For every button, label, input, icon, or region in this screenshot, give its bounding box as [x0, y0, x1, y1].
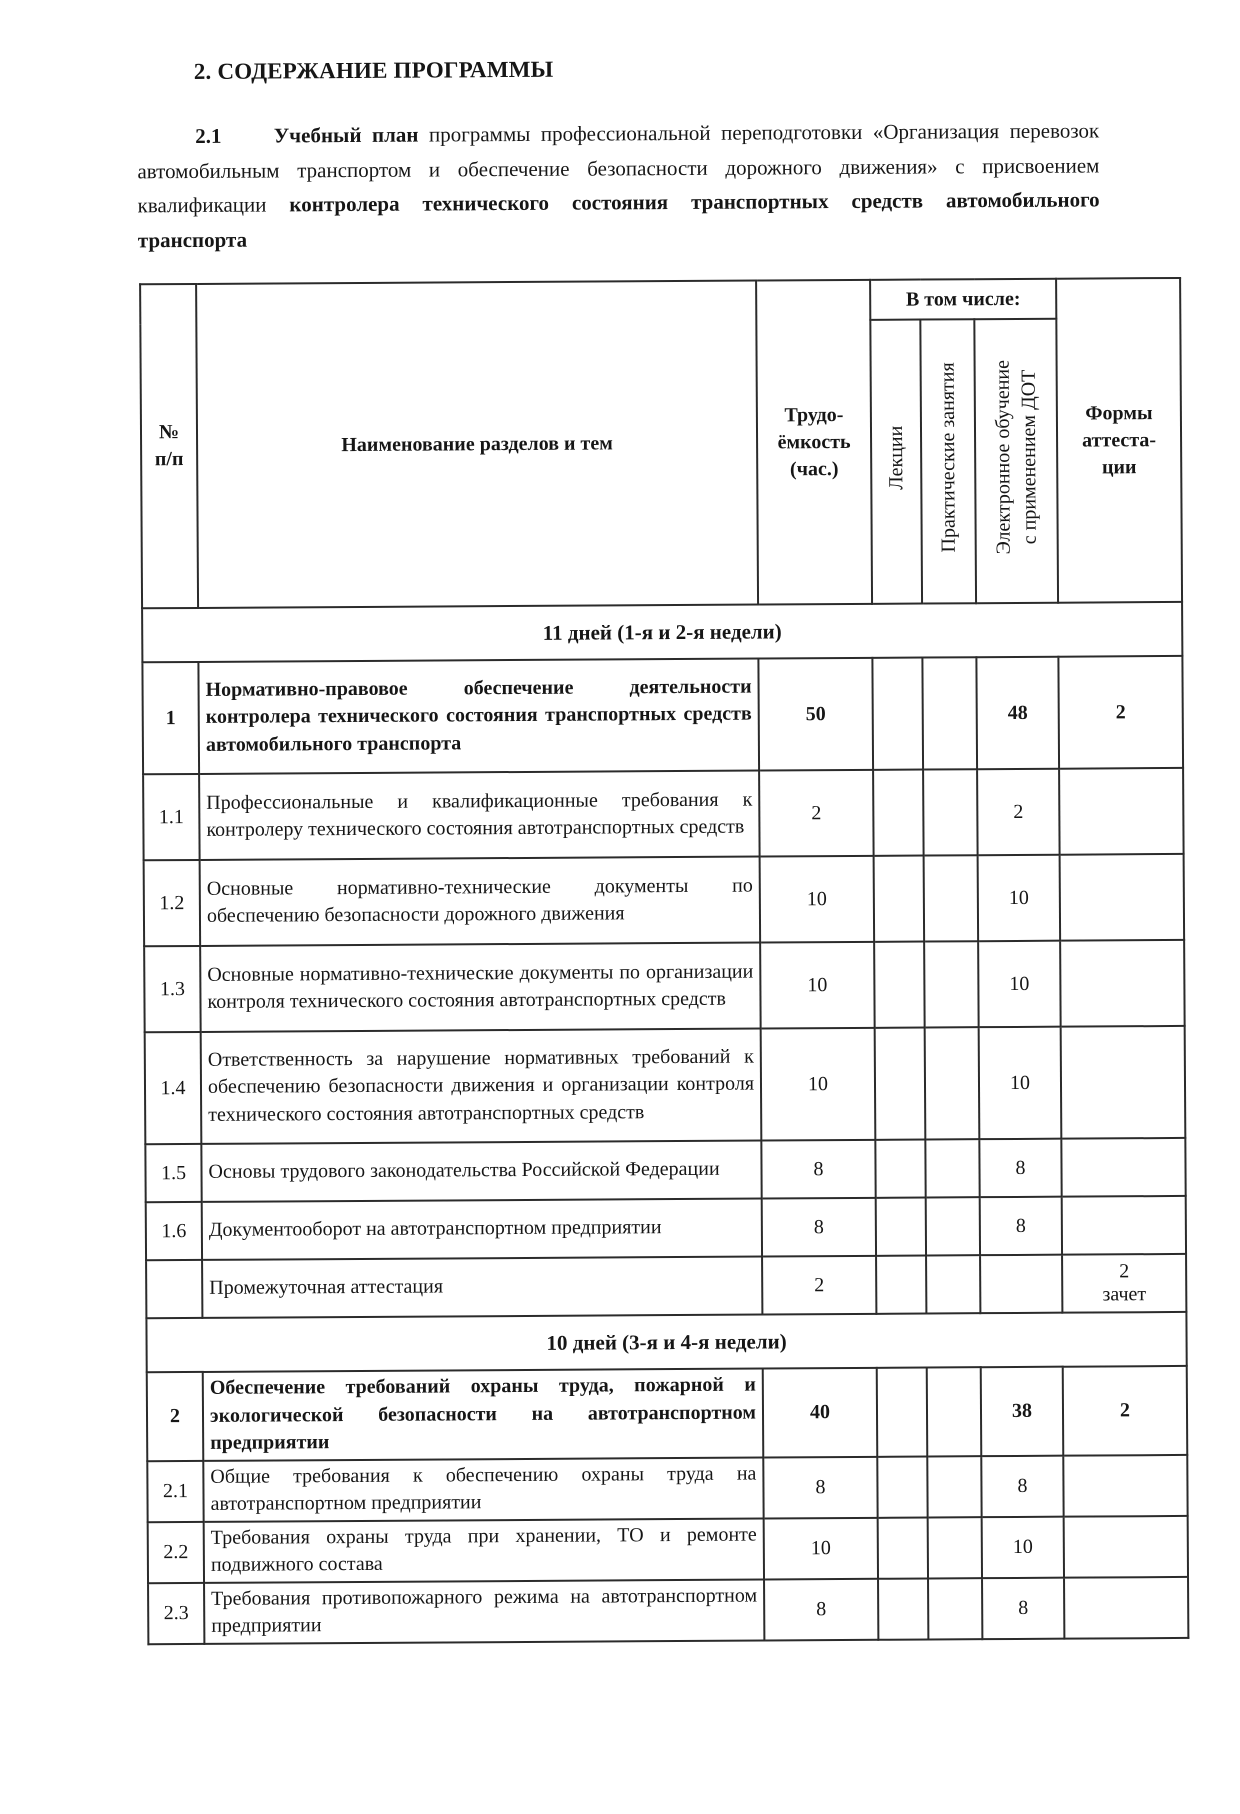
lectures-cell [872, 658, 923, 770]
elearning-cell [980, 1255, 1062, 1313]
curriculum-table [139, 277, 1189, 1645]
row-number: 1.4 [145, 1032, 202, 1144]
table-row [142, 656, 1183, 774]
section-band-label: 11 дней (1-я и 2-я недели) [142, 602, 1182, 662]
elearning-cell: 10 [979, 1027, 1062, 1139]
table-row [147, 1366, 1188, 1461]
row-name: Промежуточная аттестация [202, 1257, 762, 1318]
row-name: Требования противопожарного режима на автотранспортном предприятии [204, 1579, 764, 1643]
row-number: 1.1 [143, 774, 200, 860]
table-row [148, 1515, 1188, 1582]
intro-body-text: программы профессиональной переподготовки «Организация перевозок автомобильным транспортом и обеспечение безопасности дорожного движения» с присвоением квалификации [137, 118, 1100, 218]
attestation-cell [1060, 854, 1185, 941]
table-row [145, 1026, 1186, 1144]
practical-cell [926, 1197, 980, 1255]
intro-bold-tail: контролера технического состояния транспортных средств автомобильного транспорта [137, 187, 1100, 252]
table-row [143, 768, 1184, 860]
row-number: 2.2 [148, 1521, 204, 1582]
row-number: 2.3 [148, 1582, 204, 1643]
table-body [142, 602, 1188, 1644]
row-number: 2.1 [147, 1460, 203, 1521]
workload-cell: 2 [759, 770, 874, 857]
table-row [146, 1254, 1186, 1318]
practical-cell [927, 1367, 982, 1456]
attestation-cell: 2 [1063, 1366, 1188, 1455]
attestation-cell [1060, 940, 1185, 1027]
section-band-row [146, 1312, 1186, 1372]
lectures-cell [877, 1368, 928, 1457]
attestation-cell [1064, 1515, 1188, 1577]
lectures-cell [874, 856, 925, 942]
row-name: Основы трудового законодательства Российской Федерации [201, 1141, 761, 1202]
practical-cell [924, 855, 979, 941]
col-header-number: № п/п [140, 284, 198, 608]
practical-cell [922, 657, 977, 769]
row-number: 1.2 [144, 860, 201, 946]
workload-cell: 8 [764, 1578, 878, 1640]
attestation-cell [1063, 1454, 1187, 1516]
elearning-cell: 8 [980, 1197, 1062, 1255]
table-row [145, 1138, 1185, 1202]
elearning-cell: 38 [981, 1367, 1064, 1456]
attestation-cell: 2 зачет [1062, 1254, 1186, 1313]
table-row [148, 1576, 1188, 1643]
lectures-vertical-label: Лекции [884, 425, 908, 490]
row-name: Основные нормативно-технические документы по организации контроля технического состояния автотранспортных средств [200, 943, 761, 1032]
attestation-cell [1059, 768, 1184, 855]
lectures-cell [876, 1198, 926, 1256]
workload-cell: 10 [760, 942, 875, 1029]
row-number: 1.5 [145, 1144, 201, 1202]
attestation-cell: 2 [1058, 656, 1183, 769]
scanned-page [0, 53, 1240, 1814]
row-number: 2 [147, 1372, 204, 1461]
workload-cell: 2 [762, 1256, 876, 1315]
row-name: Документооборот на автотранспортном предприятии [202, 1199, 762, 1260]
row-name: Обеспечение требований охраны труда, пожарной и экологической безопасности на автотранспортном предприятии [203, 1369, 764, 1461]
col-header-practical [920, 319, 976, 603]
practical-cell [928, 1578, 982, 1639]
row-number: 1 [142, 662, 199, 774]
workload-cell: 10 [764, 1517, 878, 1579]
col-header-attestation: Формы аттеста- ции [1056, 278, 1182, 603]
elearning-cell: 8 [979, 1139, 1061, 1197]
col-header-name: Наименование разделов и тем [196, 281, 758, 608]
attestation-cell [1061, 1138, 1185, 1197]
workload-cell: 10 [761, 1028, 876, 1141]
elearning-cell: 8 [982, 1577, 1064, 1638]
elearning-cell: 48 [976, 657, 1059, 769]
practical-cell [924, 941, 979, 1027]
row-number: 1.3 [144, 946, 201, 1032]
lectures-cell [876, 1256, 926, 1314]
lectures-cell [875, 1028, 926, 1140]
lectures-cell [877, 1456, 927, 1517]
practical-cell [925, 1027, 980, 1139]
table-row [147, 1454, 1187, 1521]
row-name: Общие требования к обеспечению охраны труда на автотранспортном предприятии [203, 1457, 763, 1521]
workload-cell: 8 [763, 1456, 877, 1518]
attestation-cell [1061, 1026, 1186, 1139]
elearning-cell: 10 [978, 855, 1061, 941]
intro-paragraph [137, 113, 1100, 257]
row-name: Профессиональные и квалификационные требования к контролеру технического состояния автотранспортных средств [199, 771, 760, 860]
workload-cell: 10 [760, 856, 875, 943]
practical-cell [923, 769, 978, 855]
col-header-workload: Трудо- ёмкость (час.) [756, 280, 872, 605]
practical-cell [927, 1456, 981, 1517]
practical-cell [928, 1517, 982, 1578]
row-name: Нормативно-правовое обеспечение деятельности контролера технического состояния транспортных средств автомобильного транспорта [198, 659, 759, 774]
col-header-lectures [870, 320, 922, 604]
table-row [144, 854, 1185, 946]
workload-cell: 8 [762, 1198, 876, 1257]
workload-cell: 40 [763, 1368, 878, 1457]
col-header-elearning [974, 319, 1058, 603]
elearning-cell: 8 [981, 1455, 1063, 1516]
lectures-cell [878, 1517, 928, 1578]
practical-cell [925, 1139, 979, 1197]
row-number [146, 1260, 202, 1318]
table-row [144, 940, 1185, 1032]
section-band-row [142, 602, 1182, 662]
row-number: 1.6 [146, 1202, 202, 1260]
table-row [146, 1196, 1186, 1260]
attestation-cell [1064, 1576, 1188, 1638]
col-header-including: В том числе: [870, 279, 1056, 320]
practical-cell [926, 1255, 980, 1313]
elearning-cell: 10 [982, 1516, 1064, 1577]
elearning-cell: 10 [978, 941, 1061, 1027]
attestation-cell [1062, 1196, 1186, 1255]
row-name: Основные нормативно-технические документы по обеспечению безопасности дорожного движения [200, 857, 761, 946]
workload-cell: 50 [758, 658, 873, 771]
lectures-cell [873, 770, 924, 856]
intro-bold-lead: Учебный план [273, 122, 419, 148]
row-name: Ответственность за нарушение нормативных требований к обеспечению безопасности движения и организации контроля технического состояния автотранспортных средств [201, 1029, 762, 1144]
page-title: 2. СОДЕРЖАНИЕ ПРОГРАММЫ [193, 56, 554, 84]
practical-vertical-label: Практические занятия [936, 362, 960, 553]
lectures-cell [875, 1140, 925, 1198]
section-band-label: 10 дней (3-я и 4-я недели) [146, 1312, 1186, 1372]
workload-cell: 8 [761, 1140, 875, 1199]
elearning-vertical-label: Электронное обучение с применением ДОТ [991, 359, 1041, 555]
lectures-cell [874, 942, 925, 1028]
header-row-top [140, 278, 1180, 324]
elearning-cell: 2 [977, 769, 1060, 855]
row-name: Требования охраны труда при хранении, ТО и ремонте подвижного состава [204, 1518, 764, 1582]
lectures-cell [878, 1578, 928, 1639]
intro-clause-number: 2.1 [195, 123, 222, 148]
